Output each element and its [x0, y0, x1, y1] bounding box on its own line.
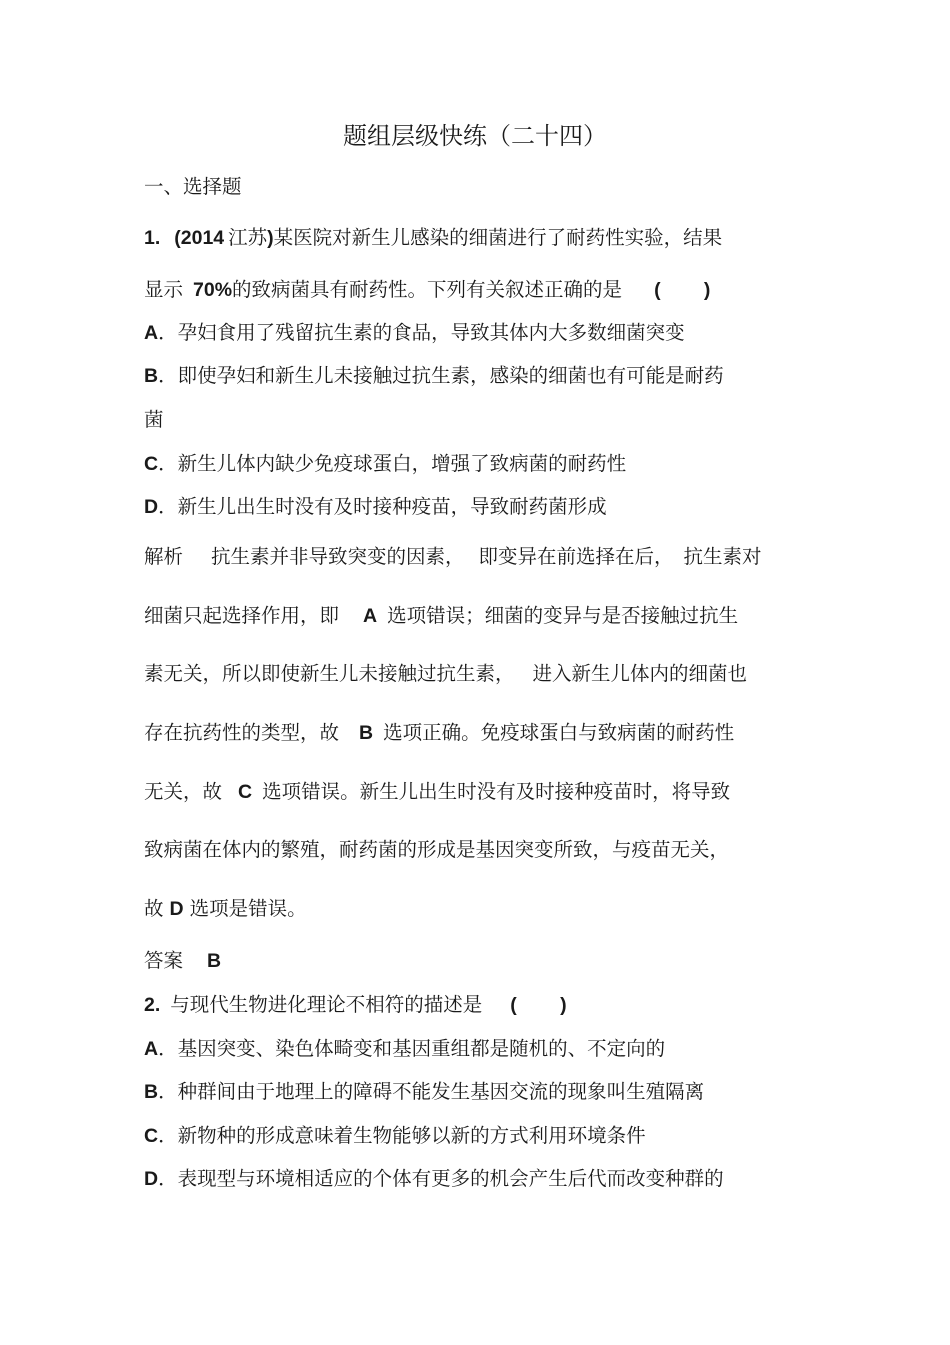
q1-analysis-text: 选项是错误。: [189, 897, 307, 920]
q1-answer-blank: ( ): [654, 279, 711, 301]
q1-analysis-text: 素无关，所以即使新生儿未接触过抗生素，: [144, 662, 515, 685]
q1-analysis-line-3: [144, 661, 747, 687]
q1-analysis-option-ref: A: [363, 605, 378, 627]
q1-number: 1.: [144, 227, 161, 249]
q1-option-b-continuation: 菌: [144, 408, 164, 431]
q1-source-year: (2014: [174, 227, 225, 249]
q1-analysis-option-ref: D: [169, 898, 184, 920]
q1-analysis-line-2: [144, 603, 738, 629]
q1-analysis-text: 选项正确。免疫球蛋白与致病菌的耐药性: [383, 721, 735, 744]
q2-option-c-text: ．新物种的形成意味着生物能够以新的方式利用环境条件: [158, 1124, 646, 1147]
q1-analysis-text: 抗生素对: [683, 545, 762, 568]
q1-option-c-letter: C: [144, 453, 159, 475]
q1-analysis-label: 解析: [144, 545, 184, 568]
q2-number: 2.: [144, 994, 161, 1016]
q1-option-a-letter: A: [144, 322, 159, 344]
q2-stem: [144, 992, 567, 1018]
q1-option-a: [144, 320, 685, 346]
q1-analysis-text: 即变异在前选择在后，: [478, 545, 674, 568]
q1-answer-value: B: [207, 950, 222, 972]
q1-option-b: [144, 363, 724, 389]
q1-stem-line-2: [144, 277, 710, 303]
q1-option-d-letter: D: [144, 496, 159, 518]
q1-option-c-text: ．新生儿体内缺少免疫球蛋白，增强了致病菌的耐药性: [158, 452, 627, 475]
q2-option-b: [144, 1079, 704, 1105]
q1-analysis-option-ref: B: [359, 722, 374, 744]
q1-analysis-line-4: [144, 720, 734, 746]
q2-option-d-text: ．表现型与环境相适应的个体有更多的机会产生后代而改变种群的: [158, 1167, 724, 1190]
section-heading: 一、选择题: [144, 175, 242, 198]
q2-option-a: [144, 1036, 665, 1062]
q1-option-a-text: ．孕妇食用了残留抗生素的食品，导致其体内大多数细菌突变: [158, 321, 685, 344]
q2-option-b-letter: B: [144, 1081, 159, 1103]
page-title: 题组层级快练（二十四）: [343, 122, 607, 150]
q1-source-region: 江苏: [228, 226, 268, 249]
q1-stem-text-2a: 显示: [144, 278, 184, 301]
q1-stem-percent: 70%: [193, 279, 233, 301]
q1-answer-label: 答案: [144, 949, 184, 972]
q2-option-d: [144, 1166, 724, 1192]
q1-analysis-text: 存在抗药性的类型，故: [144, 721, 340, 744]
q1-stem-text-1: 某医院对新生儿感染的细菌进行了耐药性实验，结果: [273, 226, 723, 249]
q2-answer-blank: ( ): [510, 994, 567, 1016]
q2-option-c-letter: C: [144, 1125, 159, 1147]
q1-option-d-text: ．新生儿出生时没有及时接种疫苗，导致耐药菌形成: [158, 495, 607, 518]
q2-option-a-letter: A: [144, 1038, 159, 1060]
q1-option-c: [144, 451, 626, 477]
q1-option-d: [144, 494, 607, 520]
q2-stem-text: 与现代生物进化理论不相符的描述是: [170, 993, 483, 1016]
q1-source-close: ): [267, 227, 274, 249]
q1-analysis-line-7: [144, 896, 307, 922]
q1-analysis-line-6: 致病菌在体内的繁殖，耐药菌的形成是基因突变所致，与疫苗无关，: [144, 838, 730, 861]
q2-option-a-text: ．基因突变、染色体畸变和基因重组都是随机的、不定向的: [158, 1037, 666, 1060]
q1-analysis-text: 故: [144, 897, 164, 920]
q1-stem-line-1: [144, 225, 722, 251]
q1-analysis-text: 进入新生儿体内的细菌也: [532, 662, 748, 685]
q2-option-d-letter: D: [144, 1168, 159, 1190]
q1-analysis-text: 抗生素并非导致突变的因素，: [211, 545, 465, 568]
q1-analysis-text: 选项错误；细菌的变异与是否接触过抗生: [387, 604, 739, 627]
q1-option-b-letter: B: [144, 365, 159, 387]
q1-stem-text-2c: 的致病菌具有耐药性。下列有关叙述正确的是: [232, 278, 623, 301]
q1-answer: [144, 948, 221, 974]
q2-option-c: [144, 1123, 646, 1149]
q1-analysis-text: 细菌只起选择作用，即: [144, 604, 340, 627]
q2-option-b-text: ．种群间由于地理上的障碍不能发生基因交流的现象叫生殖隔离: [158, 1080, 705, 1103]
q1-analysis-text: 选项错误。新生儿出生时没有及时接种疫苗时，将导致: [262, 780, 731, 803]
q1-analysis-text: 无关，故: [144, 780, 223, 803]
q1-option-b-text: ．即使孕妇和新生儿未接触过抗生素，感染的细菌也有可能是耐药: [158, 364, 724, 387]
q1-analysis-line-5: [144, 779, 730, 805]
q1-analysis-option-ref: C: [238, 781, 253, 803]
q1-analysis-line-1: [144, 544, 762, 570]
